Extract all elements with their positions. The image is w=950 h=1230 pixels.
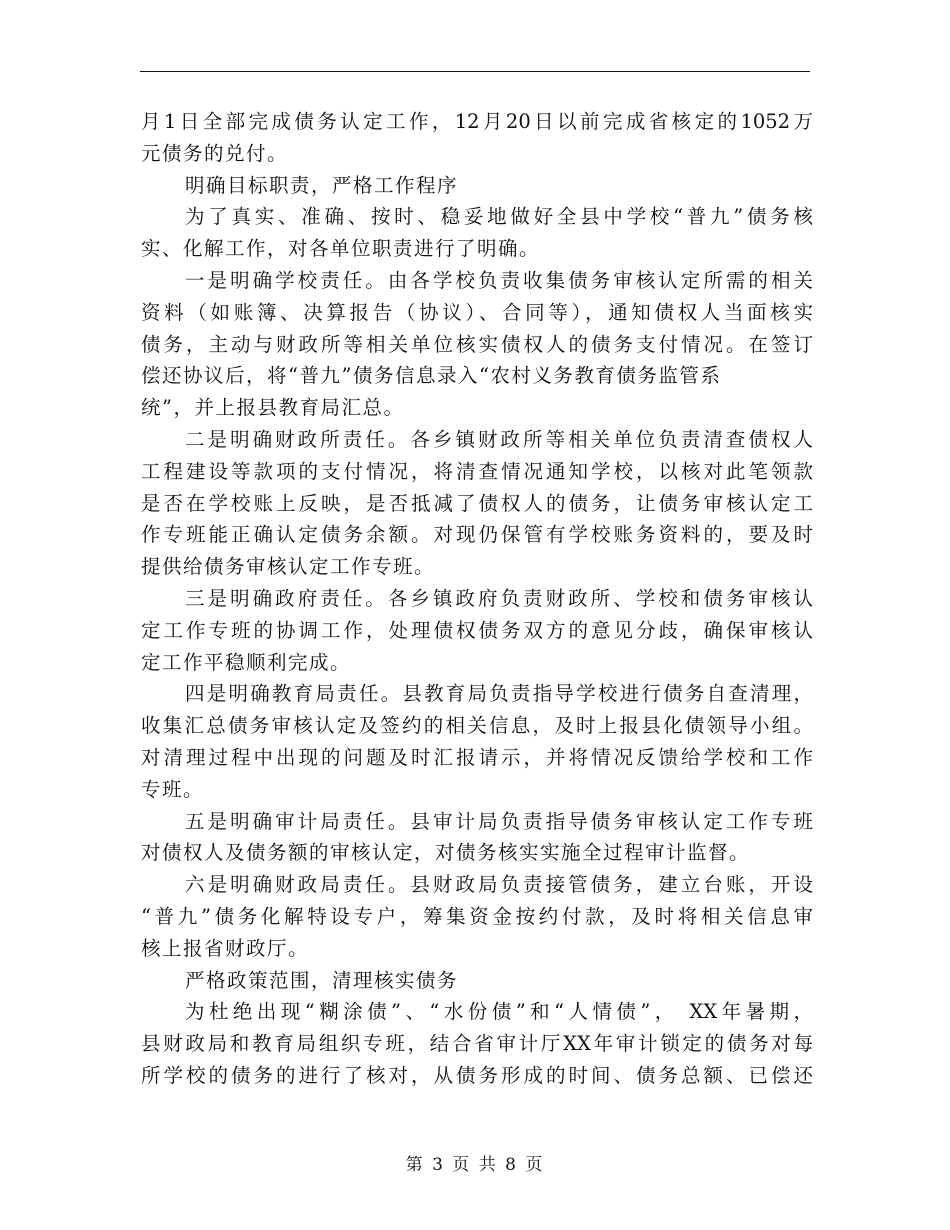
text-line: 为杜绝出现“糊涂债”、“水份债”和“人情债”， XX年暑期， (185, 1000, 813, 1024)
text-line: 五是明确审计局责任。县审计局负责指导债务审核认定工作专班 (185, 809, 813, 833)
text-line: 作专班能正确认定债务余额。对现仍保管有学校账务资料的，要及时 (141, 523, 813, 547)
text-line: 元债务的兑付。 (141, 141, 289, 165)
text-line: 偿还协议后，将“普九”债务信息录入“农村义务教育债务监管系 (141, 364, 722, 388)
text-line: 县财政局和教育局组织专班，结合省审计厅XX年审计锁定的债务对每 (141, 1032, 813, 1056)
text-line: 实、化解工作，对各单位职责进行了明确。 (141, 237, 541, 261)
page-number: 第 3 页 共 8 页 (405, 1155, 545, 1175)
text-line: 提供给债务审核认定工作专班。 (141, 555, 436, 579)
text-line: 严格政策范围，清理核实债务 (185, 968, 459, 992)
text-line: 一是明确学校责任。由各学校负责收集债务审核认定所需的相关 (185, 268, 813, 292)
text-line: 三是明确政府责任。各乡镇政府负责财政所、学校和债务审核认 (185, 586, 813, 610)
text-line: 工程建设等款项的支付情况，将清查情况通知学校，以核对此笔领款 (141, 459, 813, 483)
text-line: 对债权人及债务额的审核认定，对债务核实实施全过程审计监督。 (141, 841, 751, 865)
text-line: 定工作专班的协调工作，处理债权债务双方的意见分歧，确保审核认 (141, 618, 813, 642)
text-line: 债务，主动与财政所等相关单位核实债权人的债务支付情况。在签订 (141, 332, 813, 356)
text-line: 统”，并上报县教育局汇总。 (141, 396, 405, 420)
text-line: 为了真实、准确、按时、稳妥地做好全县中学校“普九”债务核 (185, 205, 813, 229)
header-rule (140, 71, 810, 72)
text-line: 二是明确财政所责任。各乡镇财政所等相关单位负责清查债权人 (185, 427, 813, 451)
text-line: 所学校的债务的进行了核对，从债务形成的时间、债务总额、已偿还 (141, 1063, 813, 1087)
text-line: “普九”债务化解特设专户，筹集资金按约付款，及时将相关信息审 (141, 904, 813, 928)
text-line: 核上报省财政厅。 (141, 936, 310, 960)
document-body (141, 106, 813, 1092)
text-line: 对清理过程中出现的问题及时汇报请示，并将情况反馈给学校和工作 (141, 745, 813, 769)
text-line: 六是明确财政局责任。县财政局负责接管债务，建立台账，开设 (185, 873, 813, 897)
text-line: 是否在学校账上反映，是否抵减了债权人的债务，让债务审核认定工 (141, 491, 813, 515)
text-line: 资料（如账簿、决算报告（协议）、合同等），通知债权人当面核实 (141, 300, 813, 324)
text-line: 月1日全部完成债务认定工作，12月20日以前完成省核定的1052万 (141, 110, 813, 133)
text-line: 专班。 (141, 777, 205, 801)
text-line: 明确目标职责，严格工作程序 (185, 173, 459, 197)
text-line: 四是明确教育局责任。县教育局负责指导学校进行债务自查清理， (185, 682, 813, 706)
text-line: 收集汇总债务审核认定及签约的相关信息，及时上报县化债领导小组。 (141, 714, 813, 738)
text-line: 定工作平稳顺利完成。 (141, 650, 352, 674)
